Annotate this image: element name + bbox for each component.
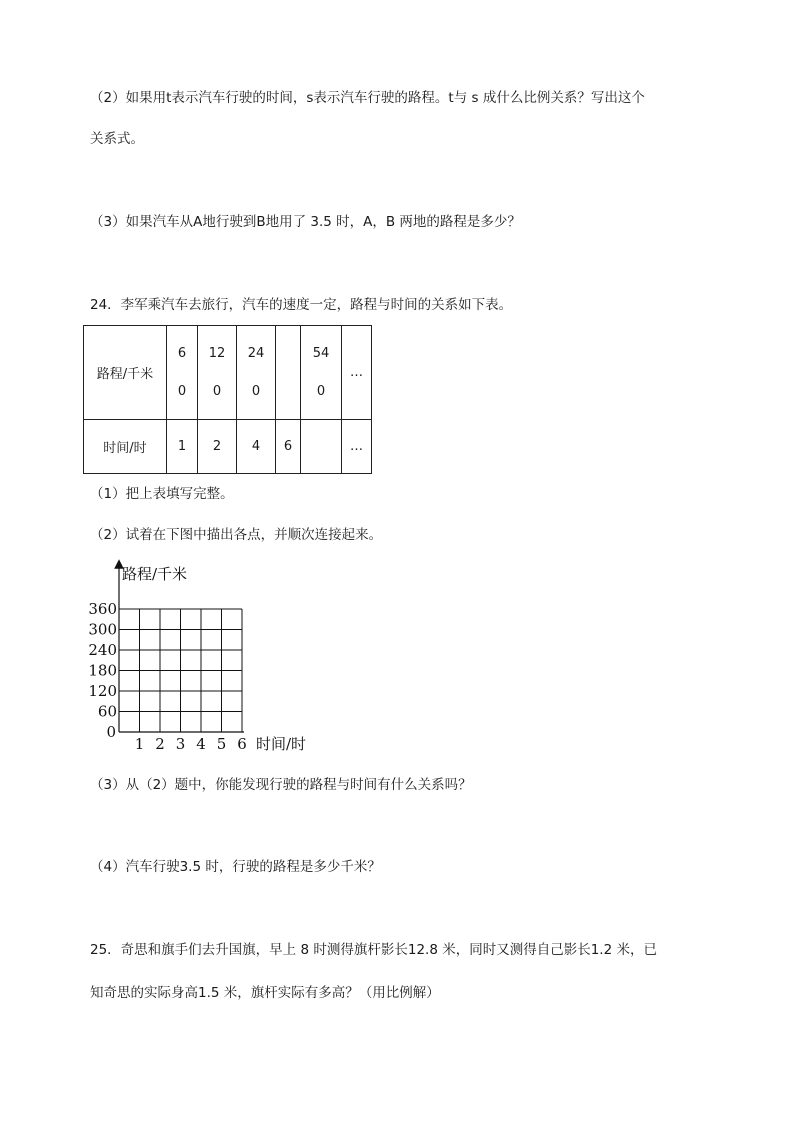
distance-time-table: [83, 325, 372, 474]
question-24-part3: （3）从（2）题中，你能发现行驶的路程与时间有什么关系吗？: [90, 777, 472, 793]
question-24-part4: （4）汽车行驶3.5 时，行驶的路程是多少千米？: [90, 859, 381, 875]
y-tick-label: 240: [88, 641, 117, 659]
distance-digit: 0: [316, 384, 326, 399]
time-cell-ellipsis: …: [342, 420, 372, 474]
question-24-title: 24．李军乘汽车去旅行，汽车的速度一定，路程与时间的关系如下表。: [90, 297, 513, 313]
question-23-part2-line1: （2）如果用t表示汽车行驶的时间，s表示汽车行驶的路程。t与 s 成什么比例关系？写出这个: [90, 90, 645, 106]
time-cell: 2: [198, 420, 237, 474]
x-tick-label: 6: [237, 735, 247, 753]
distance-row: [84, 326, 372, 420]
distance-digit: 24: [247, 346, 265, 361]
time-cell: 6: [276, 420, 301, 474]
distance-digit: 6: [177, 346, 187, 361]
x-tick-label: 5: [216, 735, 227, 753]
distance-digit: 0: [177, 384, 187, 399]
x-tick-label: 2: [155, 735, 165, 753]
question-23-part3: （3）如果汽车从A地行驶到B地用了 3.5 时，A，B 两地的路程是多少？: [90, 214, 521, 230]
distance-row-label: 路程/千米: [84, 326, 167, 420]
distance-cell-ellipsis: …: [342, 326, 372, 420]
question-23-part2-line2: 关系式。: [90, 131, 144, 147]
y-tick-label: 60: [97, 702, 117, 721]
question-25-line2: 知奇思的实际身高1.5 米，旗杆实际有多高？（用比例解）: [90, 985, 440, 1001]
distance-cell-blank[interactable]: [276, 326, 301, 420]
distance-digit: 0: [212, 384, 222, 399]
question-25-line1: 25．奇思和旗手们去升国旗，早上 8 时测得旗杆影长12.8 米，同时又测得自己影长1.2 米，已: [90, 942, 657, 958]
origin-label: 0: [106, 723, 116, 741]
time-row: [84, 420, 372, 474]
x-tick-labels: [135, 735, 247, 753]
y-tick-labels: [88, 600, 117, 721]
distance-cell: [198, 326, 237, 420]
distance-digit: 0: [251, 384, 261, 399]
distance-time-graph: [88, 560, 340, 755]
distance-cell: [301, 326, 342, 420]
y-tick-label: 360: [88, 600, 117, 618]
y-tick-label: 120: [88, 682, 117, 700]
graph-grid: [119, 609, 242, 732]
distance-cell: [167, 326, 198, 420]
y-tick-label: 180: [88, 661, 117, 680]
distance-digit: 12: [208, 346, 226, 361]
x-tick-label: 4: [196, 735, 206, 753]
y-axis-label: 路程/千米: [122, 565, 188, 583]
time-cell-blank[interactable]: [301, 420, 342, 474]
x-axis-label: 时间/时: [256, 735, 307, 753]
question-24-part1: （1）把上表填写完整。: [90, 486, 234, 502]
time-row-label: 时间/时: [84, 420, 167, 474]
distance-cell: [237, 326, 276, 420]
x-tick-label: 1: [134, 735, 145, 753]
time-cell: 1: [167, 420, 198, 474]
distance-digit: 54: [312, 346, 330, 361]
y-tick-label: 300: [88, 620, 117, 639]
x-tick-label: 3: [175, 735, 186, 753]
question-24-part2: （2）试着在下图中描出各点，并顺次连接起来。: [90, 527, 383, 543]
time-cell: 4: [237, 420, 276, 474]
